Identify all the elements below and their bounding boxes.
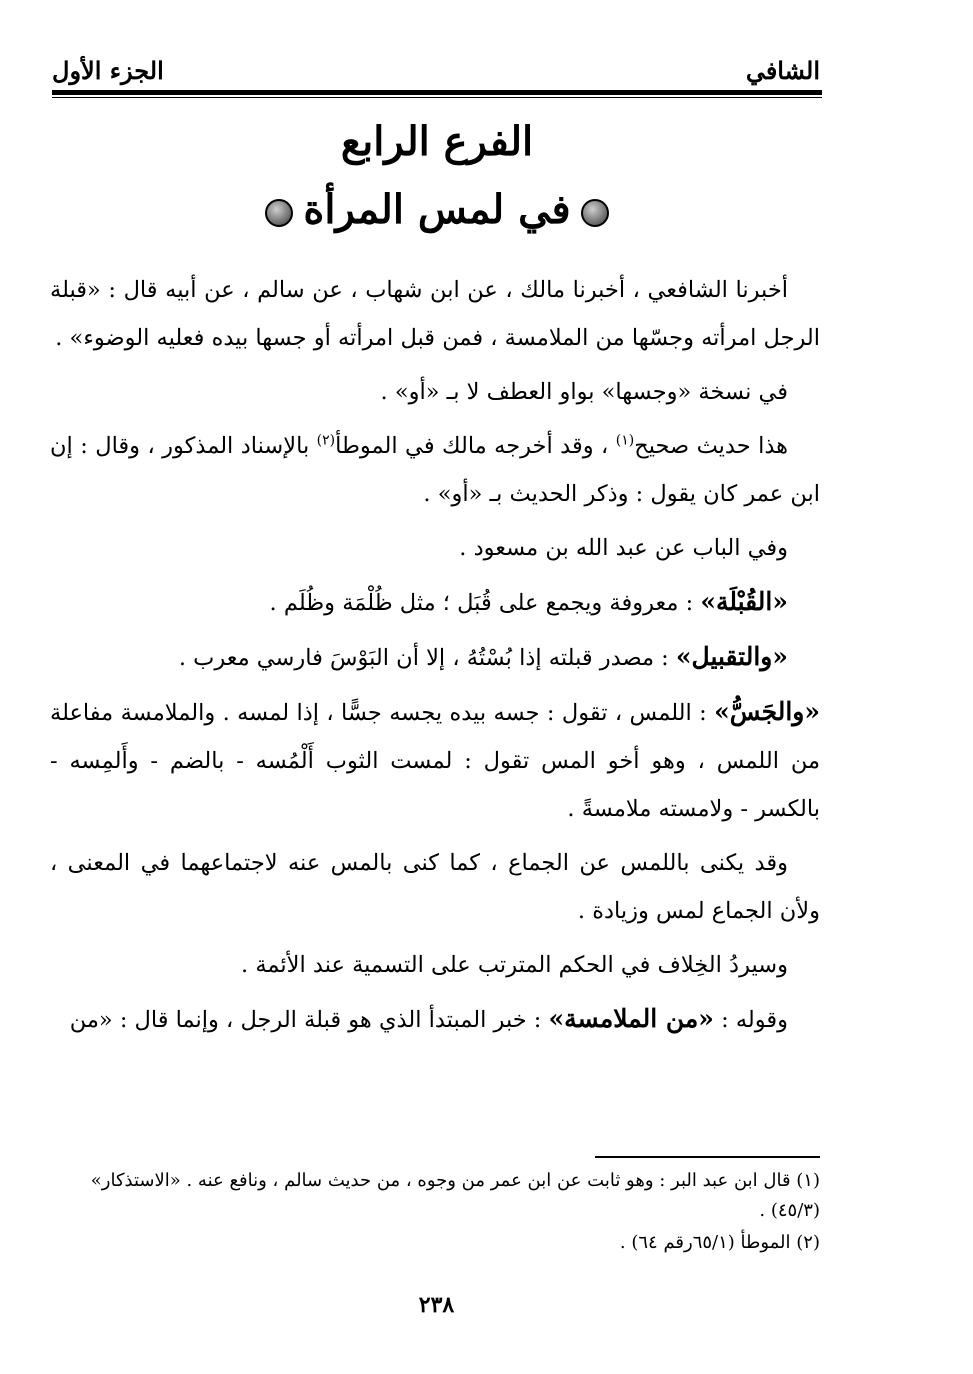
ornament-bullet-icon	[265, 199, 293, 227]
paragraph-jass	[50, 688, 820, 833]
paragraph-chapter: وفي الباب عن عبد الله بن مسعود .	[459, 535, 788, 561]
qubla-definition: : معروفة ويجمع على قُبَل ؛ مثل ظُلْمَة وظُلَم .	[269, 590, 701, 616]
term-mulamasa: «من الملامسة»	[548, 1004, 714, 1033]
paragraph-qubla	[50, 578, 820, 627]
section-subtitle: في لمس المرأة	[303, 186, 571, 233]
paragraph-taqbil	[50, 633, 820, 682]
qawluhu-text-b: : خبر المبتدأ الذي هو قبلة الرجل ، وإنما قال : «من	[69, 1007, 549, 1033]
qawluhu-text-a: وقوله :	[713, 1007, 788, 1033]
term-jass: «والجَسُّ»	[714, 697, 820, 726]
header-rule	[52, 90, 822, 95]
paragraph-grading	[50, 422, 820, 518]
jass-definition: : اللمس ، تقول : جسه بيده يجسه جسًّا ، إذا لمسه . والملامسة مفاعلة من اللمس ، وهو أخو المس تقول : لمست الثوب أَلْمُسه - بالضم - وأَلمِسه - بالكسر - ولامسته ملامسةً .	[50, 700, 820, 822]
running-header	[52, 52, 820, 92]
footnote-ref-1[interactable]: (١)	[615, 432, 635, 449]
section-title: الفرع الرابع	[340, 118, 534, 165]
footnote-rule	[595, 1156, 820, 1158]
book-title: الشافي	[745, 56, 820, 85]
paragraph-qawluhu	[50, 995, 820, 1044]
footnote-ref-2[interactable]: (٢)	[316, 432, 336, 449]
body-text	[50, 266, 820, 1050]
header-rule-thin	[52, 97, 822, 98]
ornament-bullet-icon	[581, 199, 609, 227]
footnotes	[50, 1166, 820, 1260]
paragraph-khilaf: وسيردُ الخِلاف في الحكم المترتب على التسمية عند الأئمة .	[241, 952, 788, 978]
term-qubla: «القُبْلَة»	[700, 587, 788, 616]
grading-text-b: ، وقد أخرجه مالك في الموطأ	[335, 433, 616, 459]
page-number: ٢٣٨	[418, 1292, 455, 1318]
paragraph-hadith: أخبرنا الشافعي ، أخبرنا مالك ، عن ابن شهاب ، عن سالم ، عن أبيه قال : «قبلة الرجل امرأته وجسّها من الملامسة ، فمن قبل امرأته أو جسها بيده فعليه الوضوء» .	[50, 277, 820, 351]
section-subtitle-row	[52, 186, 822, 233]
volume-label: الجزء الأول	[52, 56, 164, 85]
footnote-1: (١) قال ابن عبد البر : وهو ثابت عن ابن عمر من وجوه ، من حديث سالم ، ونافع عنه . «الاستذكار» (٤٥/٣) .	[90, 1170, 820, 1221]
paragraph-variant: في نسخة «وجسها» بواو العطف لا بـ «أو» .	[380, 379, 788, 405]
footnote-2: (٢) الموطأ (٦٥/١رقم ٦٤) .	[619, 1232, 820, 1253]
paragraph-kinaya: وقد يكنى باللمس عن الجماع ، كما كنى بالمس عنه لاجتماعهما في المعنى ، ولأن الجماع لمس وزيادة .	[50, 850, 820, 924]
term-taqbil: «والتقبيل»	[675, 642, 788, 671]
grading-text-a: هذا حديث صحيح	[634, 433, 789, 459]
grading-text-c: بالإسناد المذكور ، وقال : إن ابن عمر كان يقول : وذكر الحديث بـ «أو» .	[50, 433, 820, 507]
taqbil-definition: : مصدر قبلته إذا بُسْتُهُ ، إلا أن البَوْسَ فارسي معرب .	[178, 645, 676, 671]
